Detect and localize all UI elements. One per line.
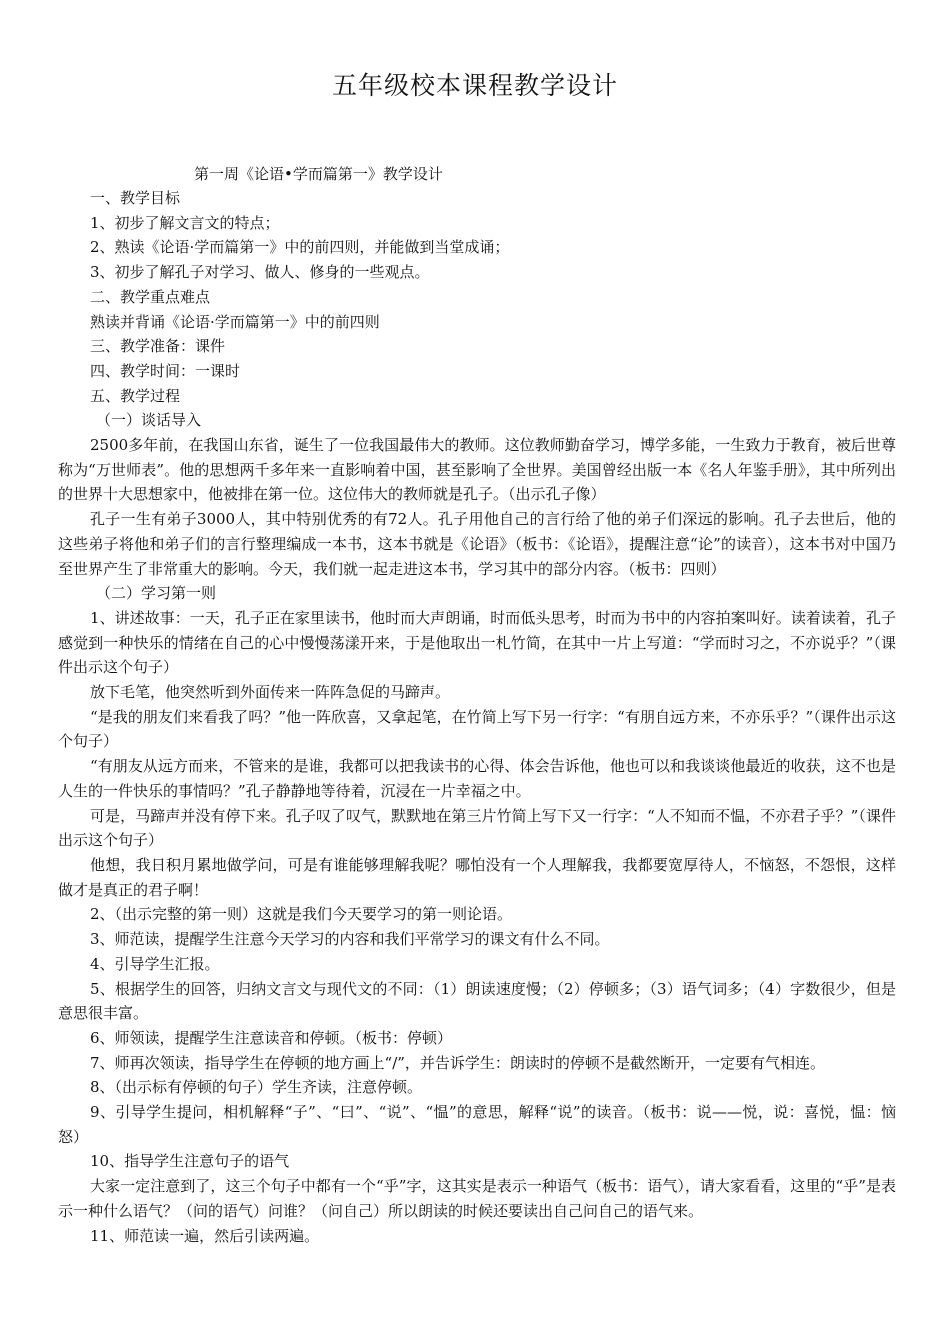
paragraph: 孔子一生有弟子3000人，其中特别优秀的有72人。孔子用他自己的言行给了他的弟子们深远的影响。孔子去世后，他的这些弟子将他和弟子们的言行整理编成一本书，这本书就是《论语》（板书：《论语》，提醒注意“论”的读音），这本书对中国乃至世界产生了非常重大的影响。今天，我们就一起走进这本书，学习其中的部分内容。（板书：四则） (58, 510, 896, 578)
lesson-subtitle: 第一周《论语•学而篇第一》教学设计 (194, 165, 443, 183)
paragraph: “有朋友从远方而来，不管来的是谁，我都可以把我读书的心得、体会告诉他，他也可以和我谈谈他最近的收获，这不也是人生的一件快乐的事情吗？”孔子静静地等待着，沉浸在一片幸福之中。 (58, 757, 896, 800)
paragraph: 放下毛笔，他突然听到外面传来一阵阵急促的马蹄声。 (90, 683, 451, 702)
paragraph: 大家一定注意到了，这三个句子中都有一个“乎”字，这其实是表示一种语气（板书：语气），请大家看看，这里的“乎”是表示一种什么语气？（问的语气）问谁？（问自己）所以朗读的时候还要读出自己问自己的语气来。 (58, 1177, 896, 1220)
paragraph: 2500多年前，在我国山东省，诞生了一位我国最伟大的教师。这位教师勤奋学习，博学多能，一生致力于教育，被后世尊称为“万世师表”。他的思想两千多年来一直影响着中国，甚至影响了全世界。美国曾经出版一本《名人年鉴手册》，其中所列出的世界十大思想家中，他被排在第一位。这位伟大的教师就是孔子。（出示孔子像） (58, 436, 896, 504)
paragraph: 9、引导学生提问，相机解释“子”、“曰”、“说”、“愠”的意思，解释“说”的读音。（板书：说——悦，说：喜悦，愠：恼怒） (58, 1103, 896, 1146)
document-title: 五年级校本课程教学设计 (331, 71, 618, 100)
paragraph: 4、引导学生汇报。 (90, 954, 220, 973)
paragraph: 1、初步了解文言文的特点； (90, 213, 280, 232)
paragraph: “是我的朋友们来看我了吗？”他一阵欣喜，又拿起笔，在竹简上写下另一行字：“有朋自远方来，不亦乐乎？”（课件出示这个句子） (58, 707, 896, 751)
paragraph: 11、师范读一遍，然后引读两遍。 (90, 1226, 320, 1245)
paragraph: 2、熟读《论语·学而篇第一》中的前四则，并能做到当堂成诵； (90, 238, 510, 257)
paragraph: 8、（出示标有停顿的句子）学生齐读，注意停顿。 (90, 1078, 423, 1097)
paragraph: （二）学习第一则 (96, 584, 217, 603)
paragraph: 他想，我日积月累地做学问，可是有谁能够理解我呢？哪怕没有一个人理解我，我都要宽厚待人，不恼怒，不怨恨，这样做才是真正的君子啊！ (58, 855, 896, 899)
paragraph: （一）谈话导入 (96, 411, 202, 430)
paragraph: 可是，马蹄声并没有停下来。孔子叹了叹气，默默地在第三片竹简上写下又一行字：“人不知而不愠，不亦君子乎？”（课件出示这个句子） (58, 806, 896, 850)
paragraph: 三、教学准备：课件 (90, 337, 226, 356)
paragraph: 二、教学重点难点 (90, 287, 211, 306)
paragraph: 一、教学目标 (90, 189, 181, 207)
document-body (58, 186, 896, 1248)
paragraph: 2、（出示完整的第一则）这就是我们今天要学习的第一则论语。 (90, 905, 513, 924)
paragraph: 3、初步了解孔子对学习、做人、修身的一些观点。 (90, 263, 430, 282)
paragraph: 5、根据学生的回答，归纳文言文与现代文的不同：（1）朗读速度慢；（2）停顿多；（3）语气词多；（4）字数很少，但是意思很丰富。 (58, 979, 896, 1023)
paragraph: 7、师再次领读，指导学生在停顿的地方画上“/”，并告诉学生：朗读时的停顿不是截然断开，一定要有气相连。 (90, 1053, 825, 1072)
paragraph: 3、师范读，提醒学生注意今天学习的内容和我们平常学习的课文有什么不同。 (90, 930, 610, 949)
paragraph: 6、师领读，提醒学生注意读音和停顿。（板书：停顿） (90, 1028, 453, 1047)
paragraph: 五、教学过程 (90, 386, 181, 405)
paragraph: 熟读并背诵《论语·学而篇第一》中的前四则 (90, 312, 380, 331)
paragraph: 1、讲述故事：一天，孔子正在家里读书，他时而大声朗诵，时而低头思考，时而为书中的内容拍案叫好。读着读着，孔子感觉到一种快乐的情绪在自己的心中慢慢荡漾开来，于是他取出一札竹简，在其中一片上写道：“学而时习之，不亦说乎？”（课件出示这个句子） (58, 608, 896, 677)
paragraph: 四、教学时间：一课时 (90, 361, 241, 380)
paragraph: 10、指导学生注意句子的语气 (90, 1152, 290, 1171)
